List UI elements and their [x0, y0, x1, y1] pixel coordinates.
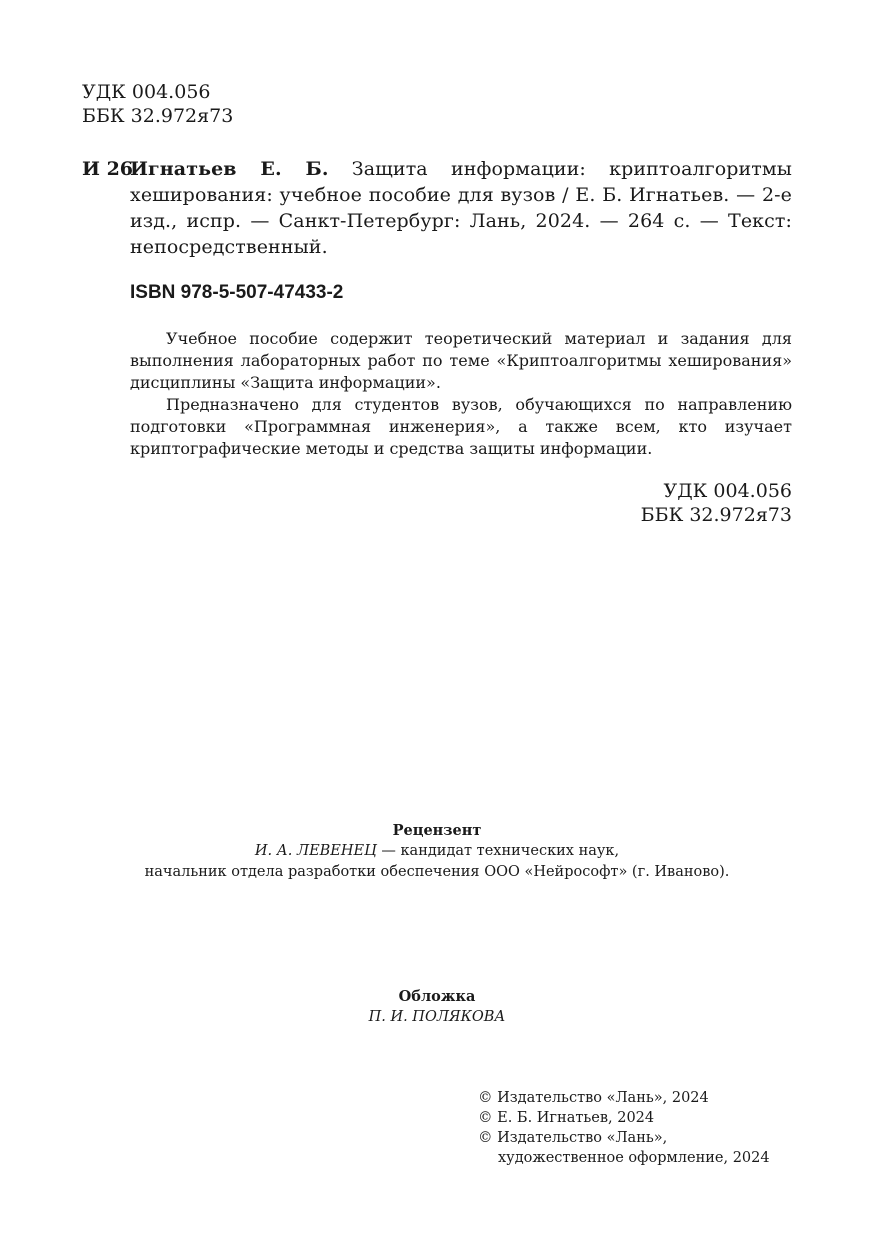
copyright-line: © Издательство «Лань», 2024 [478, 1090, 709, 1106]
bbk-code: ББК 32.972я73 [82, 105, 234, 127]
annotation-paragraph: Предназначено для студентов вузов, обучающихся по направлению подготовки «Программная инженерия», а также всем, кто изучает криптографические методы и средства защиты информации. [130, 395, 792, 458]
reviewer-block [82, 820, 792, 883]
reviewer-position: начальник отдела разработки обеспечения ООО «Нейрософт» (г. Иваново). [144, 864, 730, 880]
copyright-line: художественное оформление, 2024 [498, 1150, 770, 1166]
annotation [130, 328, 792, 460]
bibliographic-record [130, 156, 792, 260]
cover-heading: Обложка [398, 988, 476, 1005]
reviewer-degree: — кандидат технических наук, [376, 843, 620, 859]
reviewer-name: И. А. ЛЕВЕНЕЦ [254, 843, 377, 859]
bbk-code: ББК 32.972я73 [640, 504, 792, 526]
author-name: Игнатьев Е. Б. [130, 158, 329, 180]
isbn: ISBN 978-5-507-47433-2 [130, 282, 344, 303]
copyright-block [478, 1088, 770, 1168]
copyright-line: © Е. Б. Игнатьев, 2024 [478, 1110, 655, 1126]
classification-top [82, 80, 233, 128]
author-mark: И 26 [82, 158, 134, 180]
reviewer-heading: Рецензент [392, 822, 482, 839]
udk-code: УДК 004.056 [82, 81, 211, 103]
cover-designer-name: П. И. ПОЛЯКОВА [368, 1009, 506, 1025]
annotation-paragraph: Учебное пособие содержит теоретический материал и задания для выполнения лабораторных работ по теме «Криптоалгоритмы хеширования» дисциплины «Защита информации». [130, 329, 792, 392]
copyright-line: © Издательство «Лань», [478, 1130, 668, 1146]
reviewer-line [82, 841, 792, 862]
cover-credit [82, 986, 792, 1028]
udk-code: УДК 004.056 [663, 480, 792, 502]
bibliographic-description: Защита информации: криптоалгоритмы хеширования: учебное пособие для вузов / Е. Б. Игнатьев. — 2-е изд., испр. — Санкт-Петербург: Лань, 2024. — 264 с. — Текст: непосредственный. [130, 158, 792, 258]
classification-bottom [560, 479, 792, 527]
